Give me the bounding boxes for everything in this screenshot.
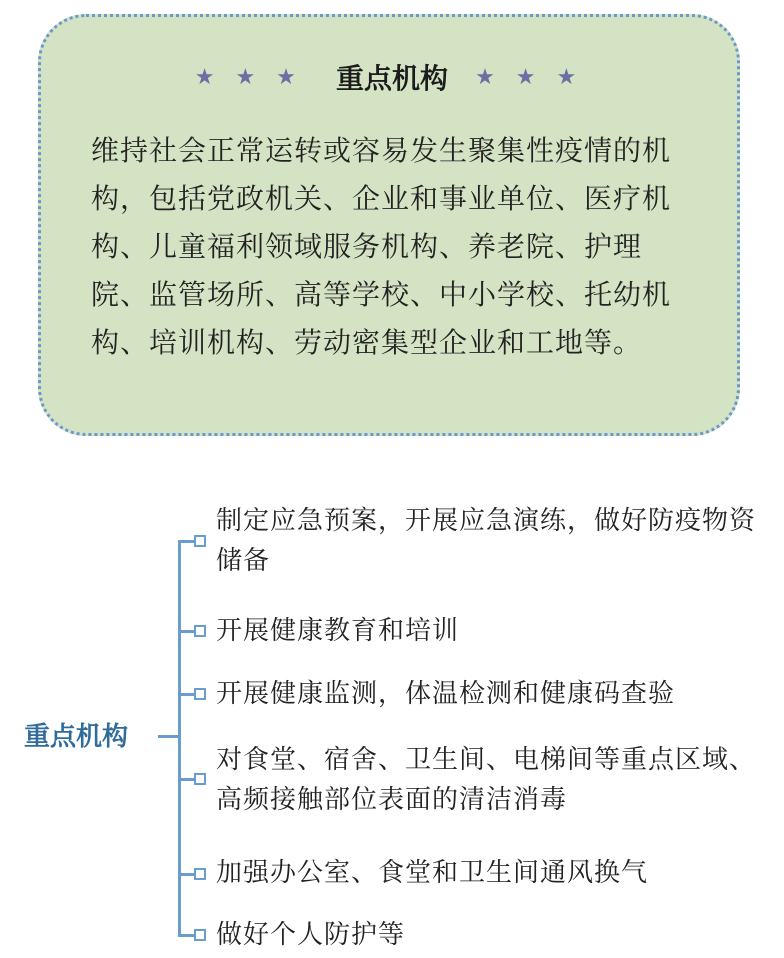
tree-trunk-line xyxy=(178,540,181,936)
definition-card xyxy=(38,14,740,436)
tree-leaf-item: 加强办公室、食堂和卫生间通风换气 xyxy=(216,858,649,888)
tree-leaf-item: 开展健康教育和培训 xyxy=(216,616,460,646)
tree-root-connector xyxy=(158,735,179,738)
tree-leaf-item: 做好个人防护等 xyxy=(216,920,406,950)
tree-node-marker xyxy=(194,929,206,941)
card-header xyxy=(41,57,737,97)
decorative-stars-right: ★ ★ ★ xyxy=(475,64,584,90)
tree-root-label: 重点机构 xyxy=(24,722,129,752)
tree-node-marker xyxy=(194,688,206,700)
tree-leaf-item: 开展健康监测，体温检测和健康码查验 xyxy=(216,679,676,709)
card-definition-text: 维持社会正常运转或容易发生聚集性疫情的机构，包括党政机关、企业和事业单位、医疗机构、儿童福利领域服务机构、养老院、护理院、监管场所、高等学校、中小学校、托幼机构、培训机构、劳动密集型企业和工地等。 xyxy=(91,134,672,359)
tree-node-marker xyxy=(194,535,206,547)
tree-node-marker xyxy=(194,625,206,637)
tree-leaf-item: 对食堂、宿舍、卫生间、电梯间等重点区域、高频接触部位表面的清洁消毒 xyxy=(216,745,757,815)
card-title: 重点机构 xyxy=(335,62,448,95)
tree-leaf-item: 制定应急预案，开展应急演练，做好防疫物资储备 xyxy=(216,506,757,576)
tree-node-marker xyxy=(194,868,206,880)
tree-node-marker xyxy=(194,773,206,785)
decorative-stars-left: ★ ★ ★ xyxy=(194,64,303,90)
